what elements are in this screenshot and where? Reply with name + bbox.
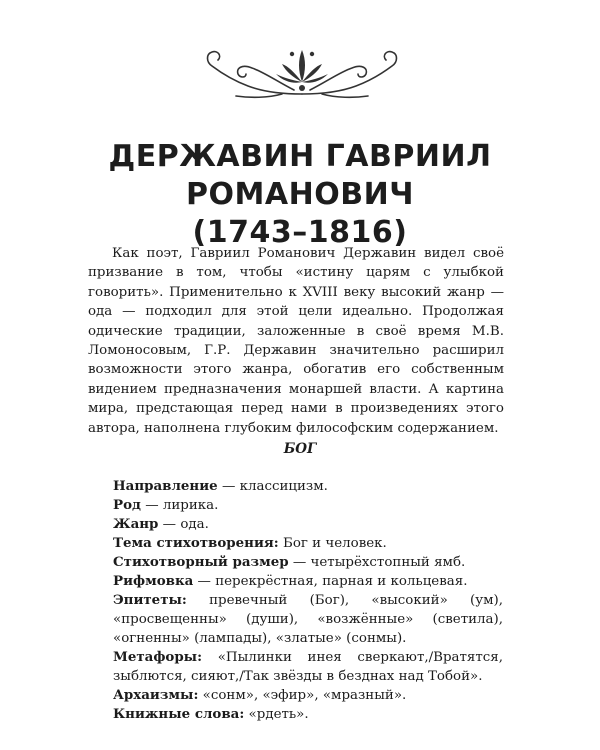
fact-genus (113, 496, 503, 515)
fact-text: — лирика. (140, 498, 219, 513)
title-line-2: РОМАНОВИЧ (186, 177, 414, 212)
fact-metaphors (113, 648, 503, 686)
fact-label: Направление (113, 478, 218, 494)
fact-text: — ода. (158, 517, 209, 532)
fact-genre (113, 515, 503, 534)
fact-direction (113, 477, 503, 496)
fact-label: Эпитеты: (113, 592, 187, 608)
poem-facts-list (113, 477, 503, 724)
fact-text: — классицизм. (217, 479, 328, 494)
fact-label: Стихотворный размер (113, 554, 289, 570)
fact-text: — перекрёстная, парная и кольцевая. (193, 574, 468, 589)
fact-text: «Пылинки инея сверкают,/Вратятся, зыблются, сияют,/Так звёзды в безднах над Тобой». (113, 650, 503, 684)
fact-label: Жанр (113, 516, 159, 532)
fact-label: Род (113, 497, 141, 513)
fact-meter (113, 553, 503, 572)
fact-text: «сонм», «эфир», «мразный». (198, 688, 407, 703)
fact-label: Архаизмы: (113, 687, 199, 703)
fact-text: превечный (Бог), «высокий» (ум), «просвещенны» (души), «возжённые» (светила), «огненны» (лампады), «златые» (сонмы). (113, 593, 503, 646)
poem-title: БОГ (283, 441, 317, 457)
title-years: (1743–1816) (192, 215, 408, 250)
fact-rhyme (113, 572, 503, 591)
intro-paragraph: Как поэт, Гавриил Романович Державин видел своё призвание в том, чтобы «истину царям с улыбкой говорить». Применительно к XVIII веку высокий жанр — ода — подходил для этой цели идеально. Продолжая одические традиции, заложенные в своё время М.В. Ломоносовым, Г.Р. Державин значительно расширил возможности этого жанра, обогатив его собственным видением предназначения монаршей власти. А картина мира, предстающая перед нами в произведениях этого автора, наполнена глубоким философским содержанием. (88, 246, 504, 436)
fact-epithets (113, 591, 503, 648)
fact-label: Тема стихотворения: (113, 535, 279, 551)
fact-label: Книжные слова: (113, 706, 245, 722)
fact-archaisms (113, 686, 503, 705)
fact-label: Метафоры: (113, 649, 203, 665)
fact-theme (113, 534, 503, 553)
fact-text: — четырёхстопный ямб. (288, 555, 466, 570)
page-title (0, 138, 600, 252)
decorative-ornament (198, 42, 406, 104)
fact-text: Бог и человек. (278, 536, 387, 551)
fact-label: Рифмовка (113, 573, 194, 589)
fact-bookish-words (113, 705, 503, 724)
fact-text: «рдеть». (244, 707, 309, 722)
title-line-1: ДЕРЖАВИН ГАВРИИЛ (108, 139, 492, 174)
